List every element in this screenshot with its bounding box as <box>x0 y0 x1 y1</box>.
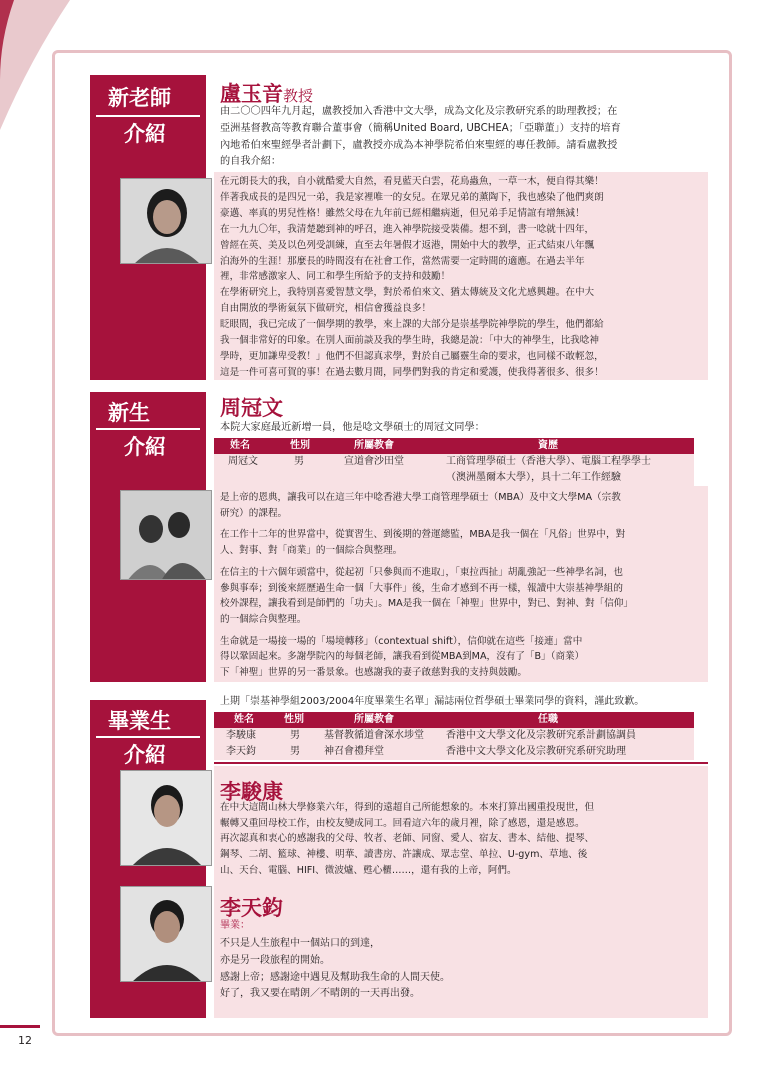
header-cell: 所屬教會 <box>354 714 394 725</box>
bio-line: 感謝上帝；感謝途中遇見及幫助我生命的人間天使。 <box>220 971 450 983</box>
bio-line: 自由開放的學術氣氛下做研究，相信會獲益良多！ <box>220 303 432 315</box>
bio-line: 生命就是一場接一場的「場境轉移」（contextual shift），信仰就在這些「接連」當中 <box>220 635 583 647</box>
page-number-rule <box>0 1025 40 1028</box>
bio-line: 在中大這間山林大學修業六年，得到的遠超自己所能想象的。本來打算出國重投現世，但 <box>220 802 595 813</box>
student-table <box>214 438 694 488</box>
bio-line: 再次認真和衷心的感謝我的父母、牧者、老師、同窗、愛人、宿友、書本、結他、提琴、 <box>220 833 595 845</box>
header-cell: 任職 <box>538 714 558 725</box>
header-cell: 姓名 <box>234 714 254 725</box>
table-cell: 李天鈞 <box>226 746 256 757</box>
page-number: 12 <box>18 1034 32 1047</box>
bio-line: 下「神聖」世界的另一番景象。也感謝我的妻子啟慈對我的支持與鼓勵。 <box>220 667 527 679</box>
table-cell: 男 <box>294 456 304 467</box>
grad1-photo <box>120 770 212 866</box>
grad2-photo <box>120 886 212 982</box>
bio-line: 研究）的課程。 <box>220 507 288 519</box>
bio-line: 眨眼間，我已完成了一個學期的教學，來上課的大部分是崇基學院神學院的學生，他們都給 <box>220 319 604 331</box>
table-cell: 工商管理學碩士（香港大學）、電腦工程學學士 <box>446 456 651 467</box>
bio-line: 我一個非常好的印象。在別人面前談及我的學生時，我總是說：「中大的神學生，比我唸神 <box>220 335 599 347</box>
header-cell: 性別 <box>290 440 310 451</box>
table-row <box>214 454 694 488</box>
bio-line: 是上帝的恩典，讓我可以在這三年中唸香港大學工商管理學碩士（MBA）及中文大學MA（宗教 <box>220 492 621 503</box>
bio-line: 得以鞏固起來。多謝學院內的每個老師，讓我看到從MBA到MA，沒有了「B」（商業） <box>220 651 585 663</box>
bio-line: 在工作十二年的世界當中，從實習生、到後期的營運總監，MBA是我一個在「凡俗」世界中，對 <box>220 529 626 541</box>
header-cell: 性別 <box>284 714 304 725</box>
graduate-table <box>214 712 694 760</box>
bio-line: 在學術研究上，我特別喜愛智慧文學，對於希伯來文、猶太傳統及文化尤感興趣。在中大 <box>220 287 595 299</box>
table-cell: 男 <box>290 746 300 757</box>
student-intro: 本院大家庭最近新增一員，他是唸文學碩士的周冠文同學： <box>220 422 485 433</box>
table-cell: 周冠文 <box>228 456 258 467</box>
table-cell: 神召會禮拜堂 <box>324 746 384 757</box>
grad2-subtitle: 畢業： <box>220 920 250 931</box>
grad2-bio <box>220 936 700 1003</box>
teacher-name-text: 盧玉音 <box>220 81 283 106</box>
bio-line: 在一九九〇年，我清楚聽到神的呼召，進入神學院接受裝備。想不到，書一唸就十四年， <box>220 223 595 235</box>
teacher-bio <box>220 174 700 381</box>
bio-line: 不只是人生旅程中一個站口的到達， <box>220 938 380 949</box>
bio-line: 豪邁、率真的男兒性格！雖然父母在九年前已經相繼病逝，但兄弟手足情誼有增無減！ <box>220 207 585 219</box>
table-cell: 基督教循道會深水埗堂 <box>324 730 424 741</box>
header-cell: 資歷 <box>538 440 558 451</box>
intro-line: 由二〇〇四年九月起，盧教授加入香港中文大學，成為文化及宗教研究系的助理教授；在 <box>220 106 618 117</box>
table-row <box>214 728 694 744</box>
bio-line: 這是一件可喜可賀的事！在過去數月間，同學們對我的肯定和愛護，使我得著很多、很多！ <box>220 366 604 378</box>
header-cell: 姓名 <box>230 440 250 451</box>
teacher-photo <box>120 178 212 264</box>
graduate-intro: 上期「崇基神學組2003/2004年度畢業生名單」漏誌兩位哲學碩士畢業同學的資料，謹此致歉。 <box>220 696 645 707</box>
bio-line: 山、天台、電腦、HIFI、微波爐、甦心櫃……，還有我的上帝，阿們。 <box>220 864 517 876</box>
bio-line: 裡，非常感激家人、同工和學生所給予的支持和鼓勵！ <box>220 271 451 283</box>
label-line1: 新生 <box>108 400 150 425</box>
student-bio <box>220 490 700 681</box>
bio-line: 伴著我成長的是四兄一弟，我是家裡唯一的女兒。在眾兄弟的薰陶下，我也感染了他們爽朗 <box>220 191 604 203</box>
grad1-bio <box>220 800 700 879</box>
header-cell: 所屬教會 <box>354 440 394 451</box>
label-line2: 介紹 <box>124 434 166 459</box>
bio-line: 鋼琴、二胡、籃球、神樓、明華、讀書房、許讓成、眾志堂、单拉、U-gym、草地、後 <box>220 849 588 861</box>
table-header <box>214 712 694 728</box>
bio-line: 在信主的十六個年頭當中，從起初「只參與而不進取」，「東拉西扯」胡亂強記一些神學名詞，也 <box>220 566 623 578</box>
label-line1: 新老師 <box>108 85 171 110</box>
student-photo <box>120 490 212 580</box>
bio-line: 人、對事、對「商業」的一個綜合與整理。 <box>220 545 403 557</box>
table-cell: 李駿康 <box>226 730 256 741</box>
label-divider <box>96 115 200 117</box>
label-line1: 畢業生 <box>108 708 171 733</box>
divider <box>214 762 708 764</box>
label-divider <box>96 428 200 430</box>
table-cell: 宣道會沙田堂 <box>344 456 404 467</box>
table-cell: （澳洲墨爾本大學），具十二年工作經驗 <box>446 472 621 483</box>
table-cell: 香港中文大學文化及宗教研究系研究助理 <box>446 746 626 757</box>
grad2-name: 李天鈞 <box>220 895 283 920</box>
teacher-intro <box>220 104 700 171</box>
bio-line: 參與事奉；到後來經歷過生命一個「大事件」後，生命才感到不再一樣，報讀中大崇基神學組的 <box>220 582 623 594</box>
intro-line: 的自我介紹： <box>220 156 282 168</box>
table-row <box>214 744 694 760</box>
grad1-name: 李駿康 <box>220 779 283 804</box>
teacher-title: 教授 <box>283 87 314 105</box>
bio-line: 學時，更加謙卑受教！」他們不但認真求學，對於自己屬靈生命的要求，也同樣不敢輕忽， <box>220 350 604 362</box>
table-cell: 香港中文大學文化及宗教研究系計劃協調員 <box>446 730 636 741</box>
table-cell: 男 <box>290 730 300 741</box>
student-name: 周冠文 <box>220 395 283 420</box>
bio-line: 好了，我又要在晴朗／不晴朗的一天再出發。 <box>220 988 420 1000</box>
bio-line: 亦是另一段旅程的開始。 <box>220 954 330 966</box>
bio-line: 泊海外的生涯！那麼長的時間沒有在社會工作，當然需要一定時間的適應。在過去半年 <box>220 255 585 267</box>
bio-line: 的一個綜合與整理。 <box>220 613 307 625</box>
label-line2: 介紹 <box>124 121 166 146</box>
bio-line: 在元朗長大的我，自小就酷愛大自然，看見藍天白雲，花鳥蟲魚，一草一木，便自得其樂！ <box>220 176 604 187</box>
bio-line: 曾經在英、美及以色列受訓練，直至去年暑假才返港，開始中大的教學，正式結束八年飄 <box>220 239 595 251</box>
bio-line: 輾轉又重回母校工作，由校友變成同工。回看這六年的歲月裡，除了感恩，還是感恩。 <box>220 817 585 829</box>
intro-line: 亞洲基督教高等教育聯合董事會（簡稱United Board, UBCHEA；「亞聯董」）支持的培育 <box>220 122 621 134</box>
bio-line: 校外課程，讓我看到是師們的「功夫」。MA是我一個在「神聖」世界中，對已、對神、對「信仰」 <box>220 598 633 610</box>
intro-line: 內地希伯來聖經學者計劃下，盧教授亦成為本神學院希伯來聖經的專任教師。請看盧教授 <box>220 139 618 151</box>
label-divider <box>96 736 200 738</box>
label-line2: 介紹 <box>124 742 166 767</box>
table-header <box>214 438 694 454</box>
